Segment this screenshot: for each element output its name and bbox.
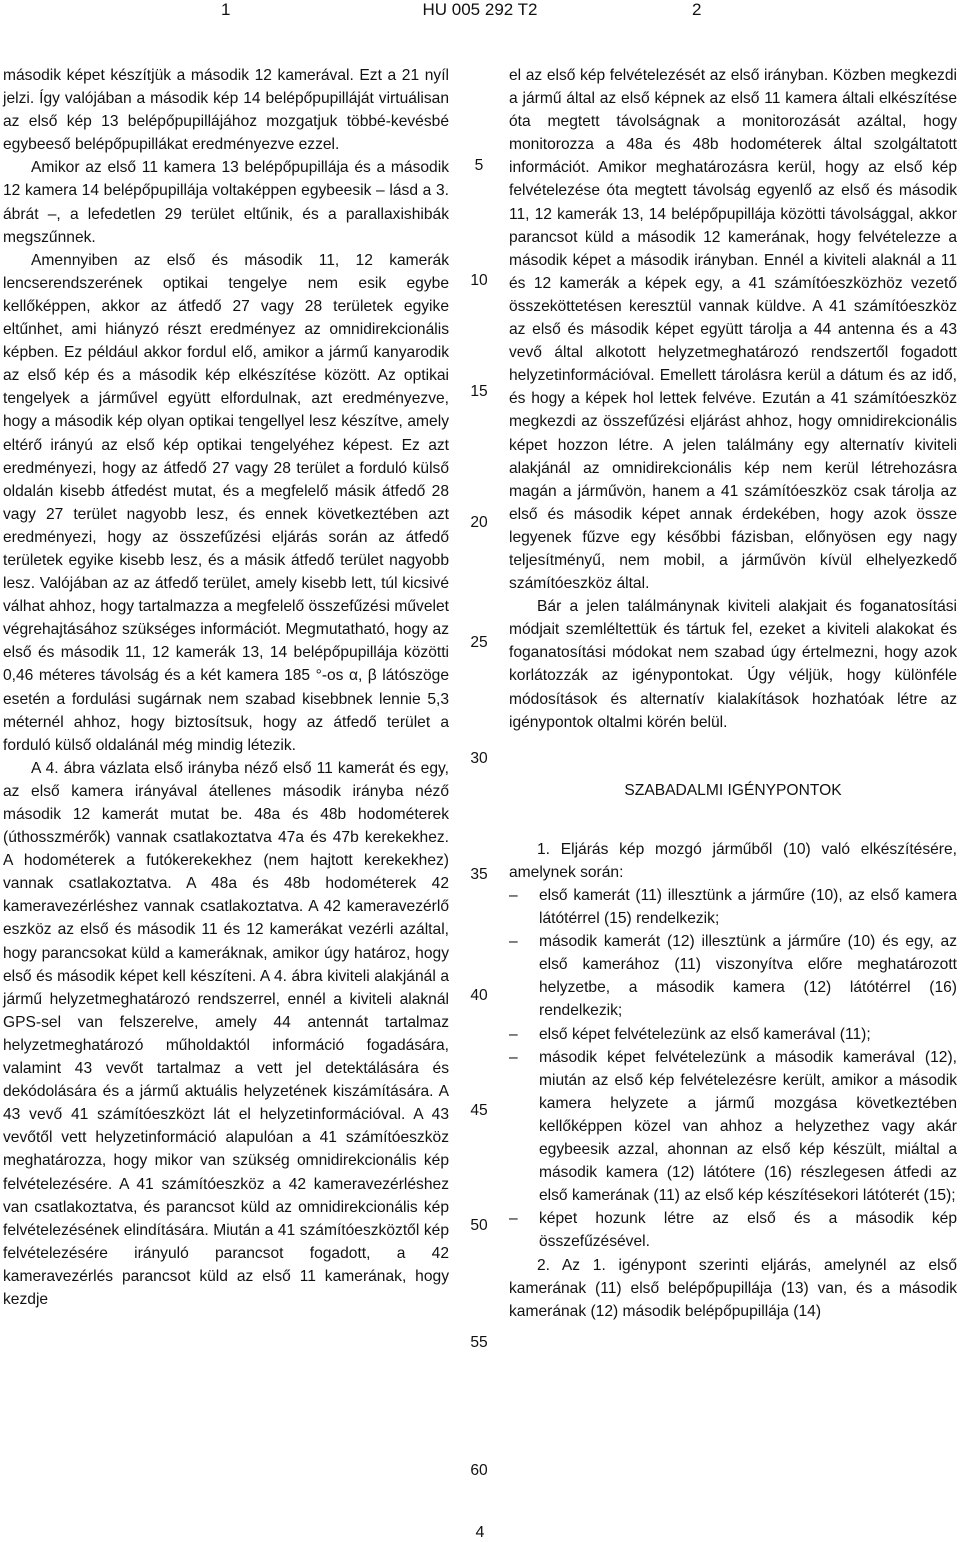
paragraph: második képet készítjük a második 12 kamerával. Ezt a 21 nyíl jelzi. Így valójában a második kép 14 belépőpupilláját virtuálisan az első kép 13 belépőpupillájához mozgatjuk többé-kevésbé egybeeső belépőpupillákat eredményezve ezzel.: [3, 67, 449, 154]
claim-step: – képet hozunk létre az első és a második kép összefűzésével.: [509, 1207, 957, 1253]
claim-step: – második képet felvételezünk a második kamerával (12), miután az első kép felvételezésre került, amikor a második kamera helyzete a jármű mozgása következtében kellőképpen közel van ahhoz a helyzethez vagy akár egybeesik azzal, ahonnan az első kép készült, miáltal a második kamera (12) látótere (16) részlegesen átfedi az első kamerának (11) az első kép készítésekori látóterét (15);: [509, 1046, 957, 1208]
line-number: 60: [470, 1462, 488, 1479]
claim: 2. Az 1. igénypont szerinti eljárás, amelynél az első kamerának (11) első belépőpupillája (13) van, és a második kamerának (12) második belépőpupillája (14): [509, 1256, 957, 1320]
footer-page-number: 4: [475, 1524, 485, 1541]
claim-step: – első kamerát (11) illesztünk a járműre (10), az első kamera látótérrel (15) rendelkezik;: [509, 884, 957, 930]
claim-intro: 1. Eljárás kép mozgó járműből (10) való elkészítésére, amelynek során:: [509, 840, 957, 881]
page-number-left: 1: [221, 0, 231, 19]
section-title: SZABADALMI IGÉNYPONTOK: [624, 781, 842, 799]
line-number: 10: [470, 272, 488, 289]
line-number: 5: [474, 157, 484, 174]
paragraph: Bár a jelen találmánynak kiviteli alakjait és foganatosítási módjait szemléltettük és tártuk fel, ezeket a kiviteli alakokat és foganatosítási módokat nem szabad úgy értelmezni, hogy azok korlátozzák az igénypontokat. Úgy véljük, hogy különféle módosítások és alternatív kialakítások hozhatóak létre az igénypontok oltalmi körén belül.: [509, 598, 957, 731]
left-column: [3, 64, 449, 1311]
line-number: 50: [470, 1217, 488, 1234]
line-number: 45: [470, 1102, 488, 1119]
claim-step: – első képet felvételezünk az első kamerával (11);: [509, 1023, 957, 1046]
right-column: [509, 64, 957, 1323]
page-number-right: 2: [692, 0, 702, 19]
paragraph: Amennyiben az első és második 11, 12 kamerák lencserendszerének optikai tengelye nem esik egybe kellőképpen, akkor az átfedő 27 vagy 28 területek egyike eltűnhet, ami hiányzó részt eredményez az omnidirekcionális képben. Ez például akkor fordul elő, amikor a jármű kanyarodik az első kép és a második kép elkészítése között. Az optikai tengelyek a járművel együtt elfordulnak, azt eredményezve, hogy a második kép olyan optikai tengellyel lesz készítve, amely eltérő irányú az első kép optikai tengelyéhez képest. Ez azt eredményezi, hogy az átfedő 27 vagy 28 terület a forduló külső oldalán kisebb átfedést mutat, és a megfelelő másik átfedő 28 vagy 27 terület nagyobb lesz, és ennek következtében azt eredményezi, hogy az összefűzési eljárás során az átfedő területek egyike kisebb lesz, és a másik átfedő terület nagyobb lesz. Valójában az az átfedő terület, amely kisebb lett, túl kicsivé válhat ahhoz, hogy tartalmazza a megfelelő összefűzési művelet végrehajtásához szükséges információt. Megmutatható, hogy az első és második 11, 12 kamerák 13, 14 belépőpupillája közötti 0,46 méteres távolság és a két kamera 185 °-os α, β látószöge esetén a fordulási sugárnak nem szabad kisebbnek lennie 5,3 méternél ahhoz, hogy biztosítsuk, hogy az átfedő terület a forduló külső oldalánál még mindig létezik.: [3, 251, 449, 754]
claim-steps: [509, 884, 957, 1254]
paragraph: el az első kép felvételezését az első irányban. Közben megkezdi a jármű által az első képnek az első 11 kamera általi elkészítése óta megtett távolságnak a monitorozását azáltal, hogy monitorozza a 48a és 48b hodométerek által szolgáltatott információt. Amikor meghatározásra kerül, hogy az első kép felvételezése óta megtett távolság egyenlő az első és második 11, 12 kamerák 13, 14 belépőpupillája közötti távolsággal, akkor parancsot küld a második 12 kamerának, hogy felvételezze a második képet a második irányban. Ennél a kiviteli alaknál a 11 és 12 kamerák a képek egy, a 41 számítóeszközhöz vezető összeköttetésen keresztül vannak küldve. A 41 számítóeszköz az első és második képet együtt tárolja a 44 antenna és a 43 vevő által alkotott helyzetmeghatározó rendszertől fogadott helyzetinformációval. Emellett tárolásra kerül a dátum és az idő, és hogy a képek hol lettek felvéve. Ezután a 41 számítóeszköz megkezdi az összefűzési eljárást ahhoz, hogy omnidirekcionális képet hozzon létre. A jelen találmány egy alternatív kiviteli alakjánál az omnidirekcionális kép nem kerül létrehozásra magán a járművön, hanem a 41 számítóeszköz csak tárolja az első és második képet annak érdekében, hogy azok össze legyenek fűzve egy későbbi fázisban, előnyösen egy nagy teljesítményű, nem mobil, a járművön kívül elhelyezkedő számítóeszköz által.: [509, 67, 957, 593]
line-number: 40: [470, 987, 488, 1004]
line-number: 20: [470, 514, 488, 531]
line-number: 15: [470, 383, 488, 400]
line-number: 55: [470, 1334, 488, 1351]
line-number: 30: [470, 750, 488, 767]
paragraph: A 4. ábra vázlata első irányba néző első 11 kamerát és egy, az első kamera irányával átellenes második irányba néző második 12 kamerát mutat be. 48a és 48b hodométerek (úthosszmérők) vannak csatlakoztatva 47a és 47b kerekekhez. A hodométerek a futókerekekhez (nem hajtott kerekekhez) vannak csatlakoztatva. A 48a és 48b hodométerek 42 kameravezérléshez vannak csatlakoztatva. A 42 kameravezérlő eszköz az első és második 11 és 12 kamerákat vezérli azáltal, hogy parancsokat küld a kameráknak, amikor úgy határoz, hogy első és második képet kell készíteni. A 4. ábra kiviteli alakjánál a jármű helyzetmeghatározó rendszerrel, ennél a kiviteli alaknál GPS-sel van felszerelve, amely 44 antennát tartalmaz helyzetmeghatározó műholdaktól információ fogadására, valamint 43 vevőt tartalmaz a vett jel detektálására és dekódolására és a jármű aktuális helyzetének kiszámítására. A 43 vevő 41 számítóeszközt lát el helyzetinformációval. A 43 vevőtől vett helyzetinformáció alapulóan a 41 számítóeszköz meghatározza, hogy mikor van szükség omnidirekcionális kép felvételezésére. A 41 számítóeszköz a 42 kameravezérléshez van csatlakoztatva, és parancsot küld az omnidirekcionális kép felvételezésének elindítására. Miután a 41 számítóeszköztől kép felvételezésére irányuló parancsot fogadott, a 42 kameravezérlés parancsot küld az első 11 kamerának, hogy kezdje: [3, 759, 449, 1308]
paragraph: Amikor az első 11 kamera 13 belépőpupillája és a második 12 kamera 14 belépőpupillája voltaképpen egybeesik – lásd a 3. ábrát –, a lefedetlen 29 terület eltűnik, és a parallaxishibák megszűnnek.: [3, 159, 449, 246]
document-id: HU 005 292 T2: [422, 0, 538, 19]
line-number: 35: [470, 866, 488, 883]
claim-step: – második kamerát (12) illesztünk a járműre (10) és egy, az első kamerához (11) viszonyítva előre meghatározott helyzetbe, a második kamera (12) látótérrel (16) rendelkezik;: [509, 930, 957, 1022]
line-number: 25: [470, 634, 488, 651]
